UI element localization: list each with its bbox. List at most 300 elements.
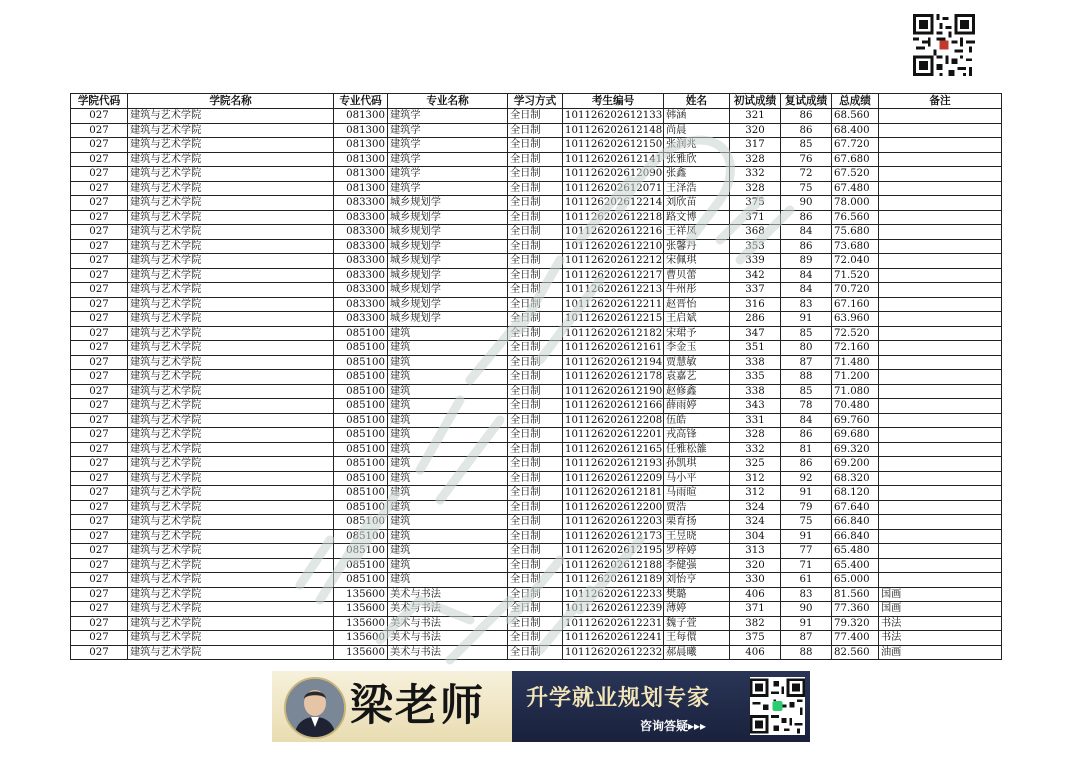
header-initial-score: 初试成绩 [730, 94, 781, 109]
cell-study-mode: 全日制 [508, 602, 563, 617]
cell-name: 宋珺予 [664, 326, 730, 341]
cell-total-score: 65.400 [832, 558, 879, 573]
cell-college-code: 027 [71, 370, 128, 385]
cell-initial-score: 325 [730, 457, 781, 472]
cell-total-score: 67.160 [832, 297, 879, 312]
cell-initial-score: 371 [730, 602, 781, 617]
cell-study-mode: 全日制 [508, 210, 563, 225]
cell-retest-score: 75 [781, 181, 832, 196]
cell-total-score: 69.760 [832, 413, 879, 428]
cell-name: 薄婷 [664, 602, 730, 617]
cell-remarks [879, 442, 1002, 457]
cell-study-mode: 全日制 [508, 341, 563, 356]
cell-college-name: 建筑与艺术学院 [128, 428, 334, 443]
cell-major-code: 135600 [334, 587, 388, 602]
cell-initial-score: 312 [730, 486, 781, 501]
cell-remarks [879, 254, 1002, 269]
cell-total-score: 63.960 [832, 312, 879, 327]
cell-college-code: 027 [71, 181, 128, 196]
cell-initial-score: 328 [730, 152, 781, 167]
cell-retest-score: 76 [781, 152, 832, 167]
cell-college-code: 027 [71, 558, 128, 573]
table-row [71, 471, 1002, 486]
cell-college-code: 027 [71, 312, 128, 327]
header-college-name: 学院名称 [128, 94, 334, 109]
cell-major-code: 085100 [334, 558, 388, 573]
cell-major-name: 建筑 [388, 471, 508, 486]
cell-study-mode: 全日制 [508, 225, 563, 240]
cell-remarks [879, 355, 1002, 370]
cell-major-code: 081300 [334, 181, 388, 196]
cell-remarks [879, 384, 1002, 399]
promo-banner[interactable] [272, 671, 810, 742]
cell-total-score: 72.040 [832, 254, 879, 269]
cell-initial-score: 324 [730, 515, 781, 530]
cell-initial-score: 337 [730, 283, 781, 298]
cell-major-name: 建筑 [388, 370, 508, 385]
cell-retest-score: 85 [781, 384, 832, 399]
cell-study-mode: 全日制 [508, 544, 563, 559]
cell-name: 韩涵 [664, 109, 730, 124]
cell-college-code: 027 [71, 326, 128, 341]
cell-major-code: 083300 [334, 283, 388, 298]
cell-major-name: 建筑 [388, 428, 508, 443]
cell-retest-score: 85 [781, 138, 832, 153]
cell-major-code: 085100 [334, 384, 388, 399]
cell-retest-score: 92 [781, 471, 832, 486]
cell-retest-score: 91 [781, 312, 832, 327]
cell-candidate-id: 101126202612208 [563, 413, 664, 428]
cell-study-mode: 全日制 [508, 558, 563, 573]
cell-retest-score: 91 [781, 486, 832, 501]
cell-college-name: 建筑与艺术学院 [128, 297, 334, 312]
cell-total-score: 71.080 [832, 384, 879, 399]
cell-retest-score: 89 [781, 254, 832, 269]
cell-total-score: 65.480 [832, 544, 879, 559]
table-row [71, 152, 1002, 167]
cell-major-code: 085100 [334, 457, 388, 472]
cell-candidate-id: 101126202612181 [563, 486, 664, 501]
cell-candidate-id: 101126202612189 [563, 573, 664, 588]
cell-candidate-id: 101126202612173 [563, 529, 664, 544]
cell-college-name: 建筑与艺术学院 [128, 573, 334, 588]
cell-college-code: 027 [71, 587, 128, 602]
cell-remarks [879, 471, 1002, 486]
table-row [71, 370, 1002, 385]
cell-remarks [879, 486, 1002, 501]
cell-major-name: 建筑 [388, 457, 508, 472]
table-row [71, 181, 1002, 196]
cell-remarks: 国画 [879, 587, 1002, 602]
cell-major-name: 建筑 [388, 486, 508, 501]
cell-college-code: 027 [71, 268, 128, 283]
cell-initial-score: 324 [730, 500, 781, 515]
cell-initial-score: 332 [730, 167, 781, 182]
cell-candidate-id: 101126202612231 [563, 616, 664, 631]
cell-college-name: 建筑与艺术学院 [128, 196, 334, 211]
cell-major-name: 城乡规划学 [388, 312, 508, 327]
cell-major-name: 城乡规划学 [388, 210, 508, 225]
cell-retest-score: 88 [781, 370, 832, 385]
cell-college-name: 建筑与艺术学院 [128, 152, 334, 167]
cell-study-mode: 全日制 [508, 573, 563, 588]
cell-remarks [879, 239, 1002, 254]
cell-total-score: 69.200 [832, 457, 879, 472]
cell-retest-score: 91 [781, 616, 832, 631]
cell-name: 栗育扬 [664, 515, 730, 530]
cell-major-code: 085100 [334, 413, 388, 428]
cell-candidate-id: 101126202612195 [563, 544, 664, 559]
cell-major-code: 085100 [334, 326, 388, 341]
cell-college-code: 027 [71, 138, 128, 153]
cell-major-code: 085100 [334, 500, 388, 515]
cell-total-score: 68.400 [832, 123, 879, 138]
cell-total-score: 77.360 [832, 602, 879, 617]
cell-major-code: 083300 [334, 312, 388, 327]
cell-total-score: 67.480 [832, 181, 879, 196]
cell-major-code: 083300 [334, 225, 388, 240]
cell-college-name: 建筑与艺术学院 [128, 355, 334, 370]
cell-major-name: 建筑学 [388, 123, 508, 138]
cell-college-code: 027 [71, 225, 128, 240]
cell-major-code: 081300 [334, 138, 388, 153]
cell-major-name: 建筑学 [388, 109, 508, 124]
cell-major-name: 建筑 [388, 529, 508, 544]
cell-major-code: 085100 [334, 428, 388, 443]
cell-candidate-id: 101126202612188 [563, 558, 664, 573]
cell-major-code: 085100 [334, 399, 388, 414]
cell-remarks [879, 297, 1002, 312]
cell-study-mode: 全日制 [508, 486, 563, 501]
cell-college-name: 建筑与艺术学院 [128, 457, 334, 472]
cell-total-score: 69.320 [832, 442, 879, 457]
header-total-score: 总成绩 [832, 94, 879, 109]
cell-name: 曹贝蕾 [664, 268, 730, 283]
cell-initial-score: 332 [730, 442, 781, 457]
cell-total-score: 81.560 [832, 587, 879, 602]
cell-name: 张馨丹 [664, 239, 730, 254]
cell-study-mode: 全日制 [508, 413, 563, 428]
cell-study-mode: 全日制 [508, 471, 563, 486]
cell-study-mode: 全日制 [508, 616, 563, 631]
cell-remarks [879, 529, 1002, 544]
cell-retest-score: 86 [781, 210, 832, 225]
cell-college-code: 027 [71, 616, 128, 631]
cell-major-name: 城乡规划学 [388, 254, 508, 269]
cell-major-code: 081300 [334, 109, 388, 124]
table-row [71, 341, 1002, 356]
table-row [71, 167, 1002, 182]
cell-name: 贾慧敏 [664, 355, 730, 370]
cell-study-mode: 全日制 [508, 515, 563, 530]
cell-remarks [879, 428, 1002, 443]
cell-remarks [879, 544, 1002, 559]
table-row [71, 587, 1002, 602]
table-row [71, 500, 1002, 515]
cell-college-name: 建筑与艺术学院 [128, 326, 334, 341]
table-row [71, 109, 1002, 124]
cell-remarks: 国画 [879, 602, 1002, 617]
cell-remarks [879, 196, 1002, 211]
table-row [71, 268, 1002, 283]
table-body [71, 109, 1002, 660]
cell-study-mode: 全日制 [508, 631, 563, 646]
header-name: 姓名 [664, 94, 730, 109]
cell-remarks [879, 341, 1002, 356]
cell-initial-score: 304 [730, 529, 781, 544]
cell-retest-score: 61 [781, 573, 832, 588]
cell-college-code: 027 [71, 500, 128, 515]
cell-initial-score: 368 [730, 225, 781, 240]
cell-total-score: 71.520 [832, 268, 879, 283]
cell-study-mode: 全日制 [508, 297, 563, 312]
cell-total-score: 82.560 [832, 645, 879, 660]
cell-major-name: 建筑 [388, 558, 508, 573]
banner-slogan: 升学就业规划专家 [526, 686, 711, 711]
table-row [71, 529, 1002, 544]
cell-name: 薛雨婷 [664, 399, 730, 414]
cell-study-mode: 全日制 [508, 239, 563, 254]
cell-candidate-id: 101126202612214 [563, 196, 664, 211]
cell-initial-score: 375 [730, 196, 781, 211]
cell-major-code: 085100 [334, 486, 388, 501]
table-row [71, 515, 1002, 530]
cell-college-name: 建筑与艺术学院 [128, 587, 334, 602]
cell-major-code: 081300 [334, 123, 388, 138]
cell-major-code: 083300 [334, 210, 388, 225]
cell-college-code: 027 [71, 355, 128, 370]
cell-total-score: 72.520 [832, 326, 879, 341]
cell-total-score: 70.480 [832, 399, 879, 414]
cell-major-name: 建筑 [388, 573, 508, 588]
cell-total-score: 67.640 [832, 500, 879, 515]
cell-college-code: 027 [71, 428, 128, 443]
cell-study-mode: 全日制 [508, 109, 563, 124]
cell-total-score: 76.560 [832, 210, 879, 225]
cell-college-code: 027 [71, 341, 128, 356]
cell-candidate-id: 101126202612203 [563, 515, 664, 530]
cell-college-name: 建筑与艺术学院 [128, 631, 334, 646]
cell-study-mode: 全日制 [508, 587, 563, 602]
cell-initial-score: 353 [730, 239, 781, 254]
cell-candidate-id: 101126202612211 [563, 297, 664, 312]
cell-remarks [879, 326, 1002, 341]
cell-initial-score: 406 [730, 645, 781, 660]
cell-initial-score: 312 [730, 471, 781, 486]
cell-major-name: 建筑 [388, 544, 508, 559]
cell-college-code: 027 [71, 442, 128, 457]
cell-major-code: 083300 [334, 254, 388, 269]
cell-college-code: 027 [71, 254, 128, 269]
cell-major-name: 城乡规划学 [388, 283, 508, 298]
cell-initial-score: 330 [730, 573, 781, 588]
cell-study-mode: 全日制 [508, 355, 563, 370]
cell-remarks [879, 181, 1002, 196]
cell-major-name: 城乡规划学 [388, 239, 508, 254]
cell-initial-score: 375 [730, 631, 781, 646]
cell-retest-score: 80 [781, 341, 832, 356]
header-study-mode: 学习方式 [508, 94, 563, 109]
cell-initial-score: 320 [730, 558, 781, 573]
cell-retest-score: 86 [781, 457, 832, 472]
cell-study-mode: 全日制 [508, 283, 563, 298]
cell-total-score: 68.560 [832, 109, 879, 124]
cell-study-mode: 全日制 [508, 645, 563, 660]
cell-initial-score: 338 [730, 384, 781, 399]
cell-study-mode: 全日制 [508, 312, 563, 327]
cell-remarks [879, 515, 1002, 530]
cell-name: 袁嘉艺 [664, 370, 730, 385]
cell-candidate-id: 101126202612216 [563, 225, 664, 240]
cell-major-name: 建筑 [388, 384, 508, 399]
cell-major-name: 建筑 [388, 399, 508, 414]
cell-college-name: 建筑与艺术学院 [128, 181, 334, 196]
cell-study-mode: 全日制 [508, 268, 563, 283]
cell-study-mode: 全日制 [508, 152, 563, 167]
cell-major-name: 建筑 [388, 355, 508, 370]
header-college-code: 学院代码 [71, 94, 128, 109]
table-row [71, 239, 1002, 254]
table-row [71, 384, 1002, 399]
cell-retest-score: 86 [781, 428, 832, 443]
cell-initial-score: 331 [730, 413, 781, 428]
banner-right-panel [512, 671, 810, 742]
cell-major-code: 085100 [334, 544, 388, 559]
table-row [71, 196, 1002, 211]
cell-name: 魏子萱 [664, 616, 730, 631]
cell-candidate-id: 101126202612161 [563, 341, 664, 356]
table-row [71, 225, 1002, 240]
cell-study-mode: 全日制 [508, 167, 563, 182]
cell-major-name: 建筑学 [388, 181, 508, 196]
table-row [71, 573, 1002, 588]
cell-major-code: 085100 [334, 471, 388, 486]
cell-college-name: 建筑与艺术学院 [128, 471, 334, 486]
cell-remarks [879, 123, 1002, 138]
cell-major-name: 建筑 [388, 413, 508, 428]
cell-total-score: 71.480 [832, 355, 879, 370]
cell-college-code: 027 [71, 210, 128, 225]
table-row [71, 616, 1002, 631]
cell-major-name: 城乡规划学 [388, 268, 508, 283]
cell-college-code: 027 [71, 573, 128, 588]
cell-name: 李金玉 [664, 341, 730, 356]
cell-name: 王每儇 [664, 631, 730, 646]
cell-name: 刘欣苗 [664, 196, 730, 211]
cell-study-mode: 全日制 [508, 370, 563, 385]
cell-name: 贾浩 [664, 500, 730, 515]
cell-major-name: 建筑 [388, 326, 508, 341]
cell-retest-score: 81 [781, 442, 832, 457]
cell-college-code: 027 [71, 486, 128, 501]
cell-major-name: 美术与书法 [388, 616, 508, 631]
cell-major-code: 083300 [334, 196, 388, 211]
cell-college-name: 建筑与艺术学院 [128, 123, 334, 138]
table-row [71, 457, 1002, 472]
cell-major-code: 081300 [334, 167, 388, 182]
cell-initial-score: 382 [730, 616, 781, 631]
cell-remarks [879, 138, 1002, 153]
avatar [284, 677, 346, 739]
cell-retest-score: 84 [781, 268, 832, 283]
cell-retest-score: 86 [781, 123, 832, 138]
cell-retest-score: 83 [781, 587, 832, 602]
cell-college-name: 建筑与艺术学院 [128, 239, 334, 254]
cell-candidate-id: 101126202612193 [563, 457, 664, 472]
cell-retest-score: 87 [781, 355, 832, 370]
cell-retest-score: 91 [781, 529, 832, 544]
qr-code-top [913, 14, 975, 76]
cell-major-code: 085100 [334, 515, 388, 530]
cell-name: 马小平 [664, 471, 730, 486]
cell-candidate-id: 101126202612166 [563, 399, 664, 414]
table-row [71, 355, 1002, 370]
cell-major-name: 建筑 [388, 341, 508, 356]
cell-college-name: 建筑与艺术学院 [128, 167, 334, 182]
cell-candidate-id: 101126202612090 [563, 167, 664, 182]
cell-retest-score: 86 [781, 109, 832, 124]
header-major-name: 专业名称 [388, 94, 508, 109]
cell-college-code: 027 [71, 399, 128, 414]
table-row [71, 138, 1002, 153]
cell-name: 宋佩琪 [664, 254, 730, 269]
cell-major-name: 城乡规划学 [388, 297, 508, 312]
cell-major-code: 085100 [334, 370, 388, 385]
cell-study-mode: 全日制 [508, 123, 563, 138]
cell-total-score: 69.680 [832, 428, 879, 443]
table-row [71, 312, 1002, 327]
cell-college-code: 027 [71, 645, 128, 660]
table-row [71, 326, 1002, 341]
cell-name: 路文博 [664, 210, 730, 225]
table-row [71, 254, 1002, 269]
cell-remarks [879, 210, 1002, 225]
cell-candidate-id: 101126202612218 [563, 210, 664, 225]
cell-major-code: 135600 [334, 602, 388, 617]
cell-total-score: 67.520 [832, 167, 879, 182]
cell-remarks [879, 225, 1002, 240]
cell-candidate-id: 101126202612148 [563, 123, 664, 138]
cell-remarks [879, 268, 1002, 283]
table-row [71, 544, 1002, 559]
cell-name: 王祥凤 [664, 225, 730, 240]
cell-candidate-id: 101126202612071 [563, 181, 664, 196]
cell-college-code: 027 [71, 631, 128, 646]
cell-college-code: 027 [71, 297, 128, 312]
cell-major-code: 083300 [334, 297, 388, 312]
cell-name: 张鑫 [664, 167, 730, 182]
cell-candidate-id: 101126202612217 [563, 268, 664, 283]
cell-college-code: 027 [71, 283, 128, 298]
cell-major-code: 085100 [334, 573, 388, 588]
cell-study-mode: 全日制 [508, 181, 563, 196]
cell-total-score: 78.000 [832, 196, 879, 211]
cell-major-name: 建筑 [388, 500, 508, 515]
cell-college-name: 建筑与艺术学院 [128, 109, 334, 124]
cell-study-mode: 全日制 [508, 500, 563, 515]
cell-college-name: 建筑与艺术学院 [128, 399, 334, 414]
cell-major-name: 建筑学 [388, 152, 508, 167]
cell-candidate-id: 101126202612190 [563, 384, 664, 399]
cell-college-name: 建筑与艺术学院 [128, 616, 334, 631]
cell-name: 王泽浩 [664, 181, 730, 196]
cell-retest-score: 90 [781, 602, 832, 617]
consult-link[interactable]: 咨询答疑▸▸▸ [640, 719, 707, 733]
cell-name: 任雅松雒 [664, 442, 730, 457]
cell-major-name: 美术与书法 [388, 645, 508, 660]
cell-total-score: 73.680 [832, 239, 879, 254]
cell-major-code: 085100 [334, 529, 388, 544]
